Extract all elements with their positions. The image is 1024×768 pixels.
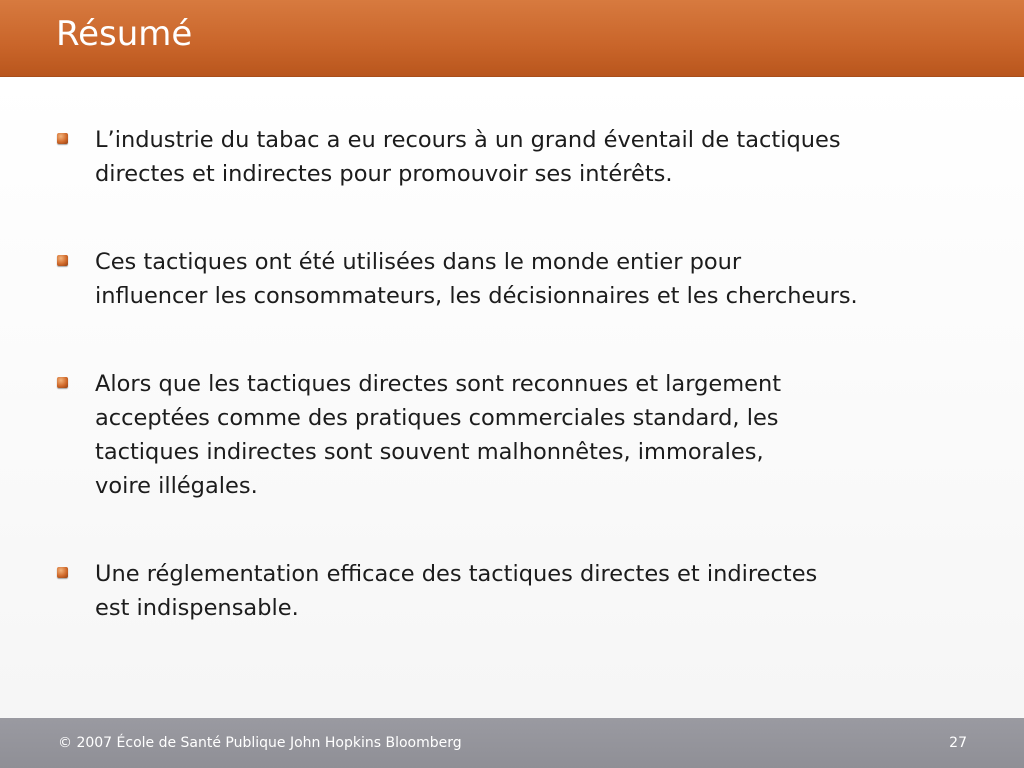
bullet-item xyxy=(56,367,986,503)
slide-content xyxy=(0,77,1024,717)
bullet-item xyxy=(56,245,986,313)
page-number: 27 xyxy=(949,735,967,751)
square-bullet-icon xyxy=(57,567,68,578)
bullet-text: Ces tactiques ont été utilisées dans le monde entier pour influencer les consommateurs, les décisionnaires et les chercheurs. xyxy=(95,249,858,309)
bullet-item xyxy=(56,557,986,625)
square-bullet-icon xyxy=(57,377,68,388)
copyright-text: © 2007 École de Santé Publique John Hopkins Bloomberg xyxy=(58,735,462,751)
bullet-text: Alors que les tactiques directes sont reconnues et largement acceptées comme des pratiques commerciales standard, les tactiques indirectes sont souvent malhonnêtes, immorales, voire illégales. xyxy=(95,371,782,499)
slide-title: Résumé xyxy=(56,14,193,54)
bullet-item xyxy=(56,123,986,191)
slide-footer xyxy=(0,718,1024,768)
bullet-text: L’industrie du tabac a eu recours à un grand éventail de tactiques directes et indirectes pour promouvoir ses intérêts. xyxy=(95,127,841,187)
square-bullet-icon xyxy=(57,133,68,144)
bullet-text: Une réglementation efficace des tactiques directes et indirectes est indispensable. xyxy=(95,561,818,621)
bullet-list xyxy=(56,123,986,679)
slide-header xyxy=(0,0,1024,77)
square-bullet-icon xyxy=(57,255,68,266)
